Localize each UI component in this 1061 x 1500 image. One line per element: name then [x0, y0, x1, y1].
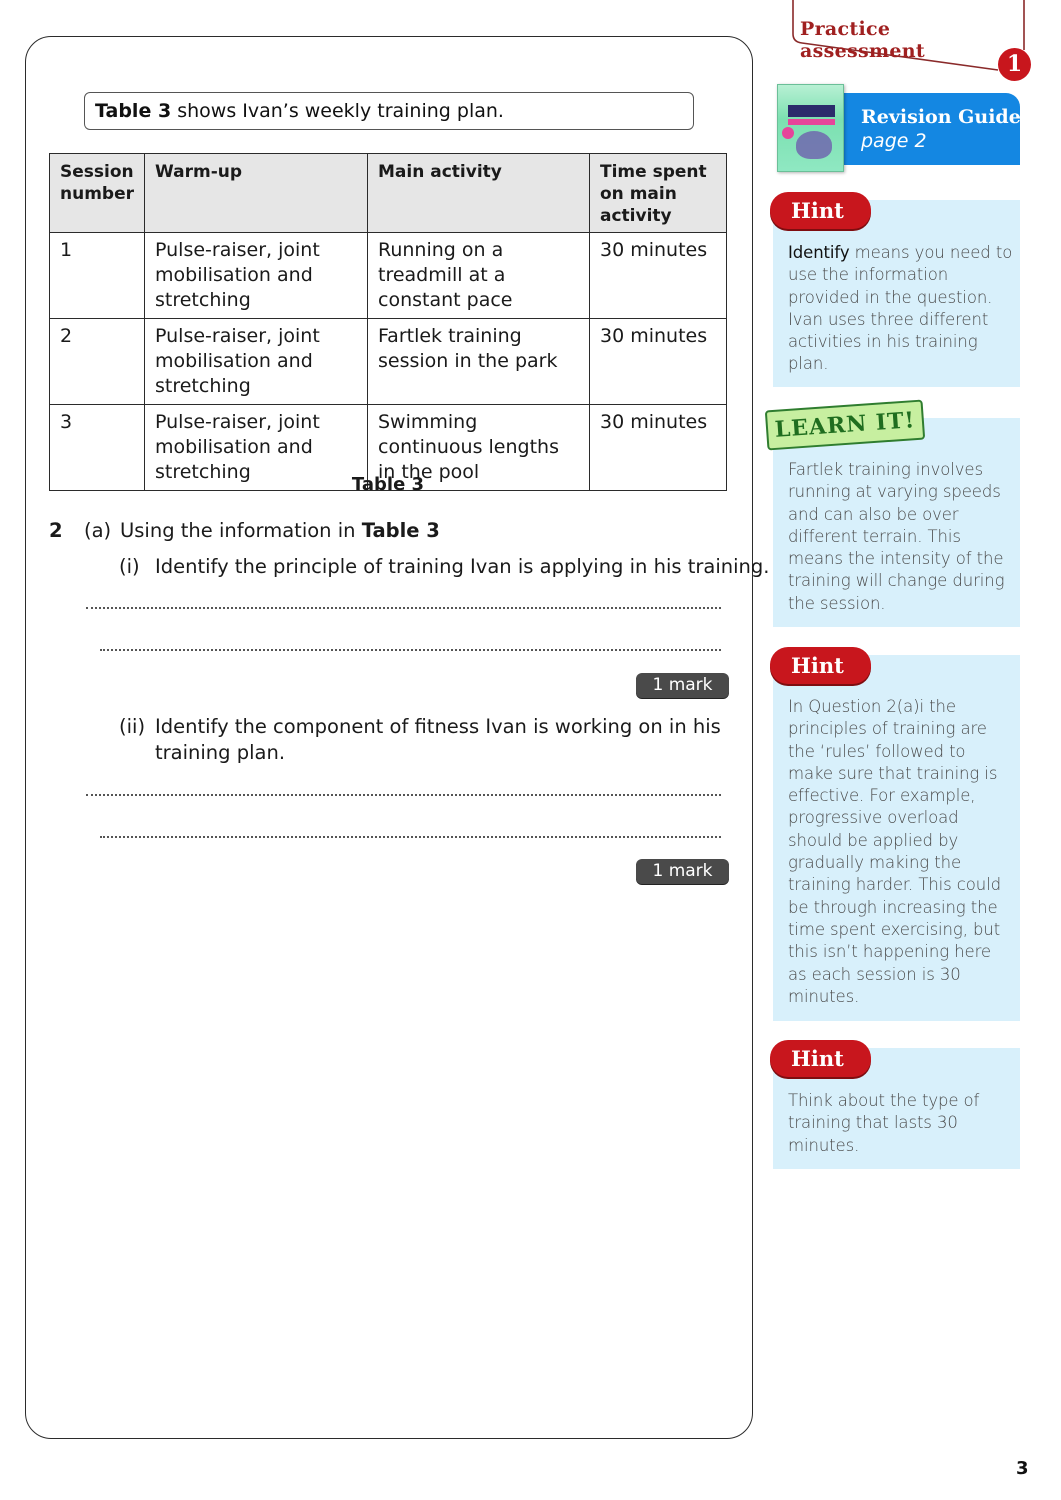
header-time-spent: Time spent on main activity — [590, 154, 727, 233]
cell-warm-up: Pulse-raiser, joint mobilisation and stretching — [145, 233, 368, 319]
sub-question-i-text: Identify the principle of training Ivan is applying in his training. — [155, 555, 770, 578]
cell-time: 30 minutes — [590, 405, 727, 491]
part-a-text: Using the information in — [120, 519, 362, 542]
assessment-number-badge: 1 — [998, 48, 1031, 81]
mark-badge: 1 mark — [636, 859, 729, 884]
hint-text: means you need to use the information provided in the question. Ivan uses three different activities in his training plan. — [788, 243, 1013, 374]
sub-question-ii-text-1: Identify the component of fitness Ivan is working on in his — [155, 715, 721, 738]
cell-session: 1 — [50, 233, 145, 319]
learn-text: Fartlek training involves running at varying speeds and can also be over different terrain. This means the intensity of the training will change during the session. — [788, 460, 1005, 613]
sub-question-ii-label: (ii) — [119, 715, 146, 738]
page-number: 3 — [1016, 1458, 1029, 1479]
question-part-a-label: (a) — [84, 519, 112, 542]
answer-line[interactable] — [86, 607, 721, 609]
cell-main-activity: Running on a treadmill at a constant pace — [368, 233, 590, 319]
header-main-activity: Main activity — [368, 154, 590, 233]
cell-main-activity: Swimming continuous lengths in the pool — [368, 405, 590, 491]
hint-text-1 — [788, 242, 1013, 376]
hint-badge: Hint — [770, 192, 871, 229]
hint-bold: Identify — [788, 243, 850, 262]
intro-text: shows Ivan’s weekly training plan. — [171, 100, 504, 122]
cell-main-activity: Fartlek training session in the park — [368, 319, 590, 405]
revision-guide-page: page 2 — [861, 130, 927, 152]
training-plan-table — [49, 153, 727, 491]
mark-badge: 1 mark — [636, 673, 729, 698]
table-row — [50, 319, 727, 405]
cell-warm-up: Pulse-raiser, joint mobilisation and stretching — [145, 319, 368, 405]
header-warm-up: Warm-up — [145, 154, 368, 233]
header-session-number: Session number — [50, 154, 145, 233]
book-cover-icon — [777, 84, 844, 172]
sub-question-i-label: (i) — [119, 555, 140, 578]
cell-time: 30 minutes — [590, 233, 727, 319]
cell-session: 2 — [50, 319, 145, 405]
hint-text-2: In Question 2(a)i the principles of training are the ‘rules’ followed to make sure that training is effective. For example, progressive overload should be applied by gradually making the training harder. This could be through increasing the time spent exercising, but this isn’t happening here as each session is 30 minutes. — [788, 697, 1001, 1006]
intro-statement — [84, 92, 694, 130]
sub-question-ii-text-2: training plan. — [155, 741, 286, 764]
learn-it-badge: LEARN IT! — [765, 400, 925, 451]
answer-line[interactable] — [100, 836, 721, 838]
question-part-a-text — [120, 518, 440, 544]
assessment-label: Practice assessment — [800, 18, 925, 62]
intro-bold: Table 3 — [95, 100, 172, 122]
hint-badge: Hint — [770, 1040, 871, 1077]
table-row — [50, 233, 727, 319]
cell-time: 30 minutes — [590, 319, 727, 405]
part-a-bold: Table 3 — [361, 519, 440, 542]
revision-guide-title: Revision Guide — [861, 106, 1021, 128]
cell-session: 3 — [50, 405, 145, 491]
table-caption: Table 3 — [351, 474, 425, 495]
cell-warm-up: Pulse-raiser, joint mobilisation and stretching — [145, 405, 368, 491]
table-header-row — [50, 154, 727, 233]
answer-line[interactable] — [100, 649, 721, 651]
hint-text-3: Think about the type of training that lasts 30 minutes. — [788, 1091, 980, 1155]
hint-badge: Hint — [770, 647, 871, 684]
answer-line[interactable] — [86, 794, 721, 796]
question-number: 2 — [49, 519, 63, 542]
